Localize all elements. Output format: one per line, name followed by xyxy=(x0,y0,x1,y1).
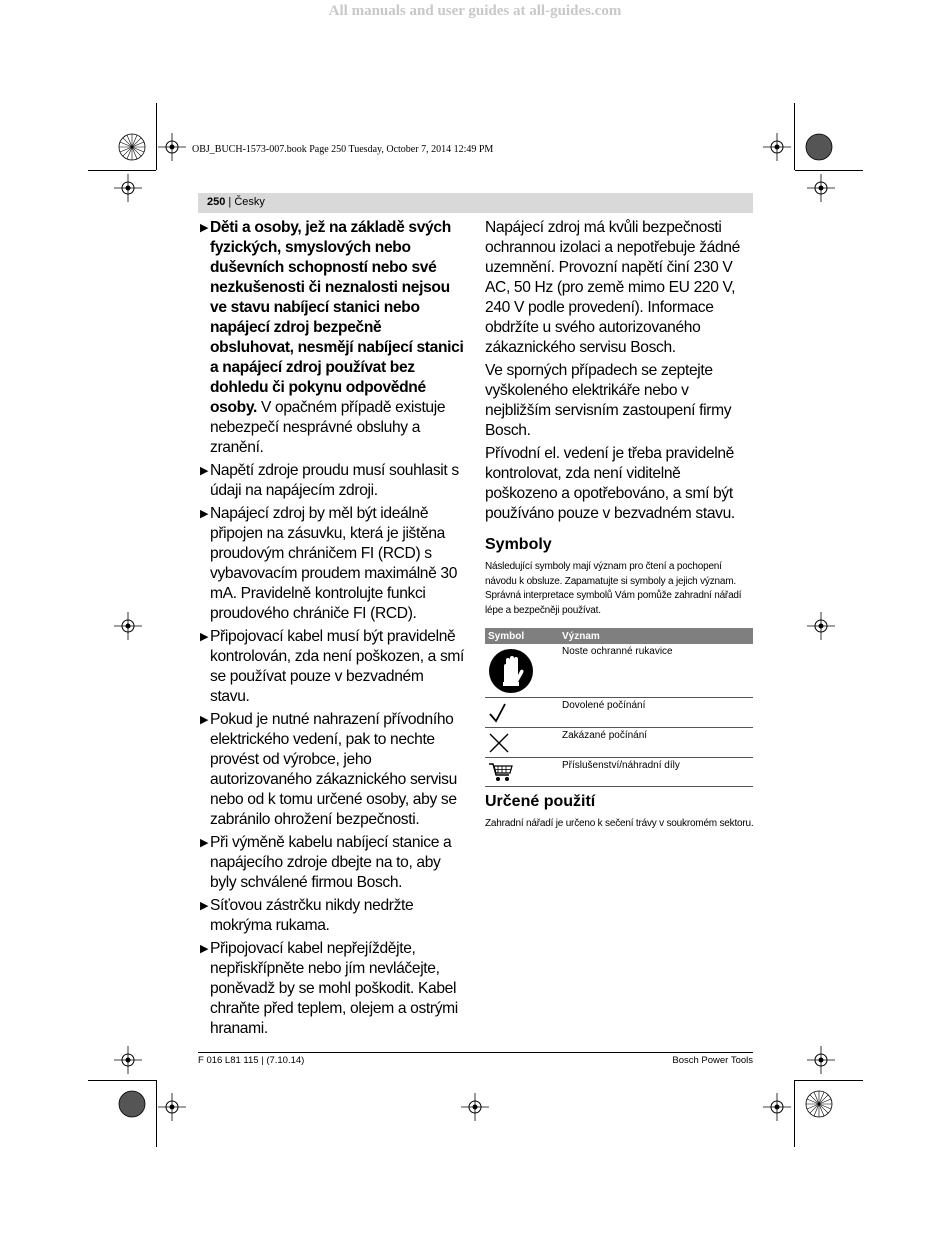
bullet-triangle-icon: ▶ xyxy=(200,837,209,849)
bullet-text: Připojovací kabel nepřejíždějte, nepřiskřípněte nebo jím nevláčejte, poněvadž by se mohl poškodit. Kabel chraňte před teplem, olejem a ostrými hranami. xyxy=(210,940,458,1037)
list-item xyxy=(200,627,466,707)
right-column xyxy=(485,218,755,832)
crosshair-icon xyxy=(763,1093,791,1121)
bullet-text: Připojovací kabel musí být pravidelně kontrolován, zda není poškozen, a smí se používat pouze v bezvadném stavu. xyxy=(210,628,465,705)
crosshair-icon xyxy=(807,174,835,202)
bullet-triangle-icon: ▶ xyxy=(200,465,209,477)
cross-icon xyxy=(488,732,510,754)
header-separator: | xyxy=(225,196,235,208)
list-item xyxy=(200,218,466,458)
bullet-text: Napájecí zdroj by měl být ideálně připojen na zásuvku, která je jištěna proudovým chráničem FI (RCD) s vybavovacím proudem maximálně 30 mA. Pravidelně kontrolujte funkci proudového chrániče FI (RCD). xyxy=(210,505,458,622)
bullet-text: Při výměně kabelu nabíjecí stanice a napájecího zdroje dbejte na to, aby byly schválené firmou Bosch. xyxy=(210,834,452,891)
print-info: OBJ_BUCH-1573-007.book Page 250 Tuesday, October 7, 2014 12:49 PM xyxy=(192,144,494,155)
bullet-triangle-icon: ▶ xyxy=(200,508,209,520)
watermark: All manuals and user guides at all-guides.com xyxy=(328,3,622,19)
symbol-cell xyxy=(485,758,559,787)
gloves-icon xyxy=(488,648,534,694)
crop-mark xyxy=(156,1080,157,1147)
paragraph: Ve sporných případech se zeptejte vyškoleného elektrikáře nebo v nejbližším servisním zastoupení firmy Bosch. xyxy=(485,362,732,439)
registration-wheel-icon xyxy=(805,133,833,161)
footer-divider xyxy=(198,1052,753,1053)
crop-mark xyxy=(794,103,795,170)
crosshair-icon xyxy=(114,612,142,640)
footer-right: Bosch Power Tools xyxy=(672,1055,753,1066)
crosshair-icon xyxy=(763,133,791,161)
bullet-text: Pokud je nutné nahrazení přívodního elektrického vedení, pak to nechte provést od výrobce, jeho autorizovaného zákaznického servisu nebo od k tomu určené osoby, aby se zabránilo ohrožení bezpečnosti. xyxy=(210,711,457,828)
section-title-symbols: Symboly xyxy=(485,536,552,553)
page-number xyxy=(207,196,265,208)
crosshair-icon xyxy=(158,1093,186,1121)
crosshair-icon xyxy=(807,1046,835,1074)
list-item xyxy=(200,833,466,893)
table-row xyxy=(485,644,753,698)
symbols-intro: Následující symboly mají význam pro čtení a pochopení návodu k obsluze. Zapamatujte si symboly a jejich význam. Správná interpretace symbolů Vám pomůže zahradní nářadí lépe a bezpečněji používat. xyxy=(485,561,742,616)
list-item xyxy=(200,504,466,624)
bullet-triangle-icon: ▶ xyxy=(200,222,209,234)
table-header-row xyxy=(485,628,753,644)
table-row xyxy=(485,758,753,787)
column-header-symbol: Symbol xyxy=(485,628,559,644)
column-header-meaning: Význam xyxy=(559,628,753,644)
bullet-text: V opačném případě existuje nebezpečí nesprávné obsluhy a zranění. xyxy=(210,399,446,456)
bullet-triangle-icon: ▶ xyxy=(200,900,209,912)
meaning-cell: Noste ochranné rukavice xyxy=(559,644,753,698)
meaning-cell: Dovolené počínání xyxy=(559,698,753,728)
bullet-triangle-icon: ▶ xyxy=(200,943,209,955)
symbol-cell xyxy=(485,728,559,758)
left-column xyxy=(200,218,466,1042)
table-row xyxy=(485,698,753,728)
bullet-text: Síťovou zástrčku nikdy nedržte mokrýma rukama. xyxy=(210,897,414,934)
shopping-cart-icon xyxy=(488,761,514,783)
bullet-bold-text: Děti a osoby, jež na základě svých fyzických, smyslových nebo duševních schopností nebo své nezkušenosti či neznalosti nejsou ve stavu nabíjecí stanici nebo napájecí zdroj bezpečně obsluhovat, nesmějí nabíjecí stanici a napájecí zdroj používat bez dohledu či pokynu odpovědné osoby. xyxy=(210,219,464,416)
checkmark-icon xyxy=(488,702,508,724)
section-title-intended-use: Určené použití xyxy=(485,793,596,810)
meaning-cell: Zakázané počínání xyxy=(559,728,753,758)
crosshair-icon xyxy=(114,1046,142,1074)
crosshair-icon xyxy=(114,174,142,202)
crosshair-icon xyxy=(807,612,835,640)
page-header xyxy=(198,193,753,213)
symbol-cell xyxy=(485,698,559,728)
paragraph: Přívodní el. vedení je třeba pravidelně kontrolovat, zda není viditelně poškozeno a opotřebováno, a smí být používáno pouze v bezvadném stavu. xyxy=(485,445,735,522)
header-language: Česky xyxy=(234,196,265,208)
crop-mark xyxy=(794,1080,795,1147)
list-item xyxy=(200,896,466,936)
footer-left: F 016 L81 115 | (7.10.14) xyxy=(198,1055,305,1066)
bullet-text: Napětí zdroje proudu musí souhlasit s údaji na napájecím zdroji. xyxy=(210,462,459,499)
table-row xyxy=(485,728,753,758)
registration-wheel-icon xyxy=(118,1090,146,1118)
crop-mark xyxy=(795,170,863,171)
list-item xyxy=(200,461,466,501)
registration-wheel-icon xyxy=(805,1090,833,1118)
registration-wheel-icon xyxy=(118,133,146,161)
crop-mark xyxy=(795,1080,863,1081)
list-item xyxy=(200,939,466,1039)
intended-use-text: Zahradní nářadí je určeno k sečení trávy v soukromém sektoru. xyxy=(485,818,754,829)
crop-mark xyxy=(88,1080,156,1081)
crosshair-icon xyxy=(158,133,186,161)
bullet-triangle-icon: ▶ xyxy=(200,714,209,726)
bullet-triangle-icon: ▶ xyxy=(200,631,209,643)
symbol-cell xyxy=(485,644,559,698)
meaning-cell: Příslušenství/náhradní díly xyxy=(559,758,753,787)
paragraph: Napájecí zdroj má kvůli bezpečnosti ochrannou izolaci a nepotřebuje žádné uzemnění. Provozní napětí činí 230 V AC, 50 Hz (pro země mimo EU 220 V, 240 V podle provedení). Informace obdržíte u svého autorizovaného zákaznického servisu Bosch. xyxy=(485,219,740,356)
symbols-table xyxy=(485,628,753,787)
page-number-value: 250 xyxy=(207,196,226,208)
crop-mark xyxy=(88,170,156,171)
crosshair-icon xyxy=(461,1093,489,1121)
list-item xyxy=(200,710,466,830)
crop-mark xyxy=(156,103,157,170)
